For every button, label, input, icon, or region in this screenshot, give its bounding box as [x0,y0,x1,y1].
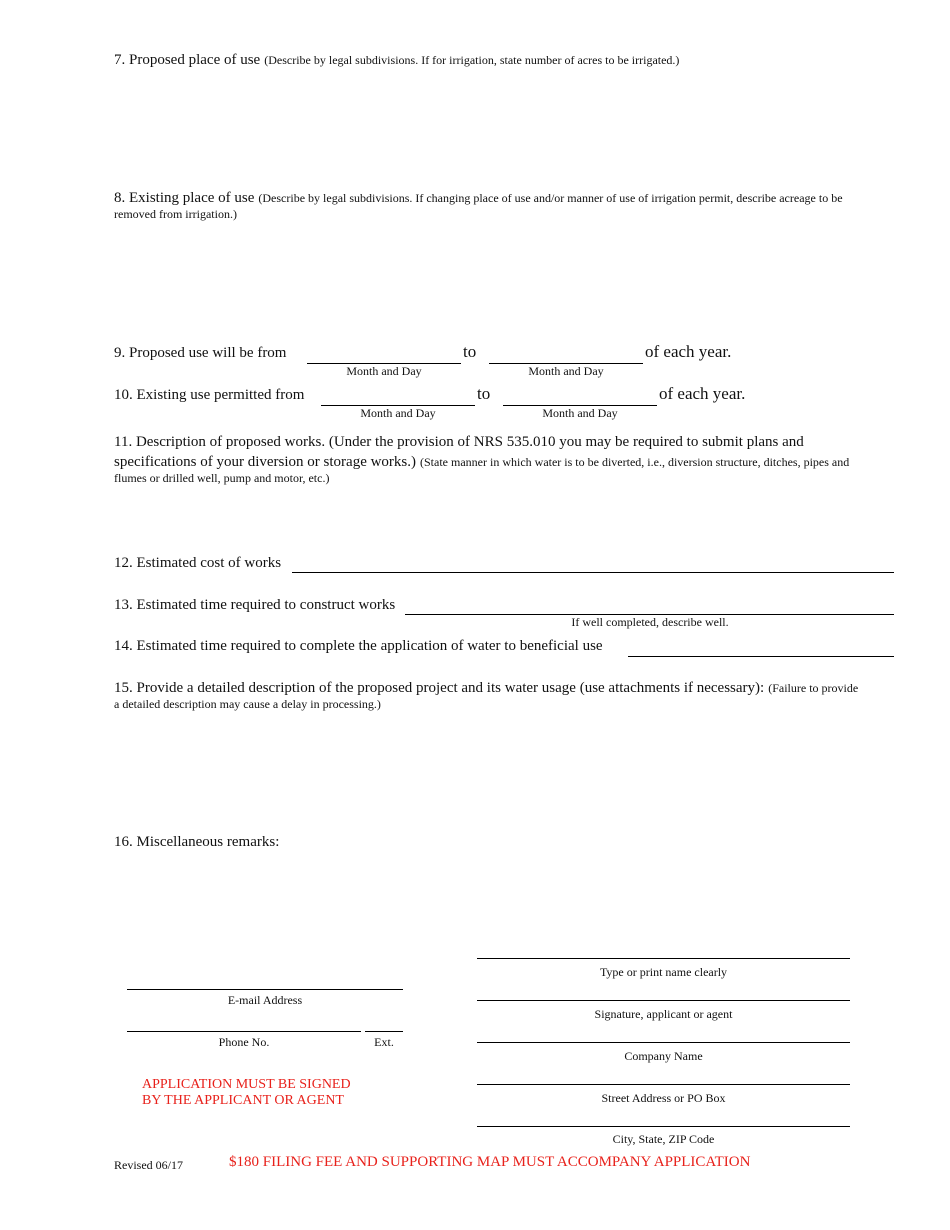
question-8 [114,189,894,207]
q13-time-input[interactable] [405,598,894,615]
q9-cap-to: Month and Day [528,364,604,378]
phone-line[interactable] [127,1031,361,1032]
email-caption: E-mail Address [227,993,303,1007]
q10-from-input[interactable] [321,389,475,406]
q15-note-cont: a detailed description may cause a delay in processing.) [114,697,381,711]
q8-note: (Describe by legal subdivisions. If changing place of use and/or manner of use of irrigation permit, describe acreage to be [258,191,843,205]
q8-note-cont: removed from irrigation.) [114,207,237,221]
revised-date: Revised 06/17 [114,1158,183,1172]
city-line[interactable] [477,1126,850,1127]
q15-label: 15. Provide a detailed description of the proposed project and its water usage (use attachments if necessary): [114,680,765,696]
street-caption: Street Address or PO Box [601,1091,726,1105]
ext-line[interactable] [365,1031,403,1032]
q11-note: (State manner in which water is to be diverted, i.e., diversion structure, ditches, pipes and [420,455,850,469]
q7-note: (Describe by legal subdivisions. If for irrigation, state number of acres to be irrigated.) [264,53,680,67]
q14-time-input[interactable] [628,640,894,657]
q11-line2-text: specifications of your diversion or storage works.) [114,454,417,470]
q10-cap-to: Month and Day [542,406,618,420]
warning-line1: APPLICATION MUST BE SIGNED [142,1077,351,1092]
q16-label: 16. Miscellaneous remarks: [114,834,280,850]
question-15 [114,679,904,697]
q10-to: to [477,384,491,403]
warning-line2: BY THE APPLICANT OR AGENT [142,1093,344,1108]
signature-warning [142,1077,351,1109]
q9-cap-from: Month and Day [346,364,422,378]
q9-suffix: of each year. [645,342,732,361]
q9-label: 9. Proposed use will be from [114,345,287,361]
q14-label: 14. Estimated time required to complete the application of water to beneficial use [114,638,603,654]
q9-to-input[interactable] [489,347,643,364]
q10-suffix: of each year. [659,384,746,403]
email-line[interactable] [127,989,403,990]
question-7 [114,51,679,69]
q10-to-input[interactable] [503,389,657,406]
q13-caption: If well completed, describe well. [571,615,729,629]
ext-caption: Ext. [374,1035,394,1049]
company-caption: Company Name [624,1049,703,1063]
name-caption: Type or print name clearly [599,965,728,979]
q7-label: 7. Proposed place of use [114,52,261,68]
signature-line[interactable] [477,1000,850,1001]
q11-note-cont: flumes or drilled well, pump and motor, etc.) [114,471,330,485]
company-line[interactable] [477,1042,850,1043]
q9-from-input[interactable] [307,347,461,364]
street-line[interactable] [477,1084,850,1085]
filing-fee-notice: $180 FILING FEE AND SUPPORTING MAP MUST ACCOMPANY APPLICATION [229,1154,751,1170]
phone-caption: Phone No. [218,1035,270,1049]
signature-caption: Signature, applicant or agent [594,1007,733,1021]
q15-note: (Failure to provide [768,681,859,695]
q10-cap-from: Month and Day [360,406,436,420]
city-caption: City, State, ZIP Code [612,1132,715,1146]
name-line[interactable] [477,958,850,959]
q11-line1: 11. Description of proposed works. (Under the provision of NRS 535.010 you may be required to submit plans and [114,434,804,450]
q8-label: 8. Existing place of use [114,190,255,206]
q12-label: 12. Estimated cost of works [114,555,282,571]
q10-label: 10. Existing use permitted from [114,387,305,403]
q11-line2 [114,453,904,471]
q9-to: to [463,342,477,361]
q13-label: 13. Estimated time required to construct works [114,597,396,613]
q12-cost-input[interactable] [292,556,894,573]
